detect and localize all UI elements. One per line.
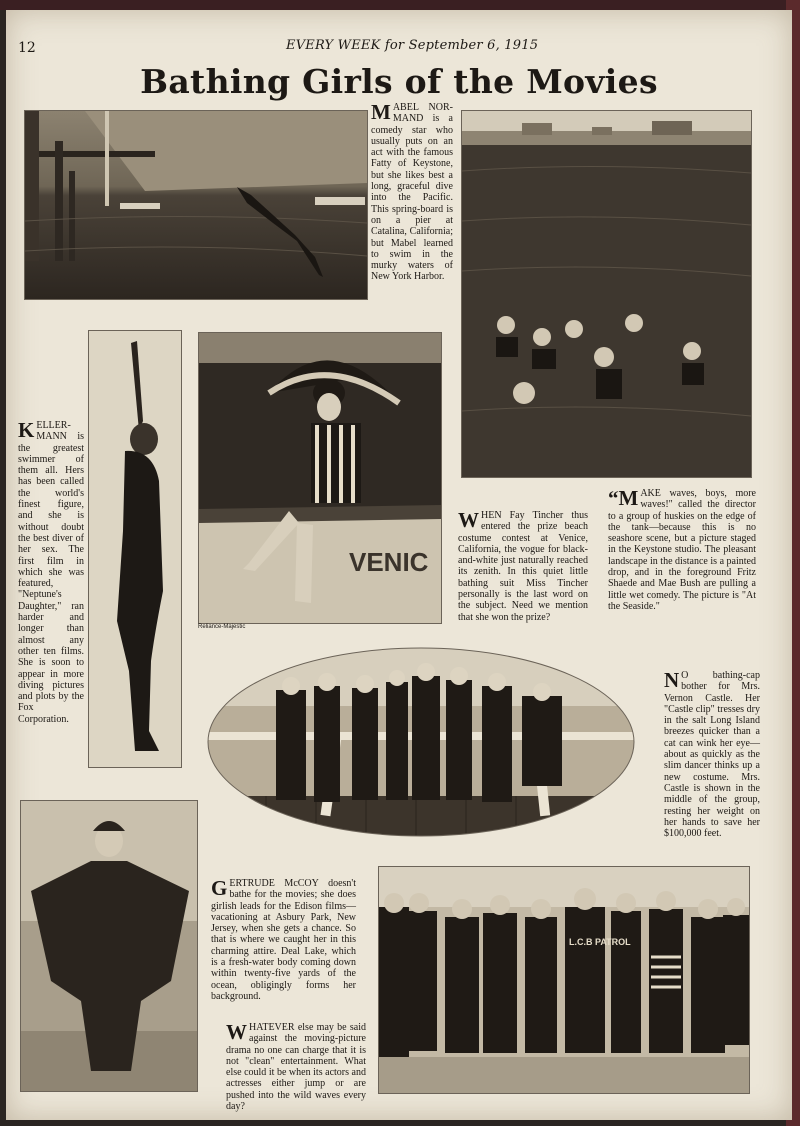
- caption-text: ELLER-MANN is the greatest swimmer of them all. Hers has been called the world's finest figure, and she is without doubt the best diver of her sex. The first film in which she was featured, "Neptune's Daughter," ran harder and longer than almost any other ten films. She is soon to appear in more diving pictures and plots by the Fox Corporation.: [18, 420, 84, 725]
- page-number: 12: [18, 40, 36, 56]
- caption-text: ERTRUDE McCOY doesn't bathe for the movies; she does girlish leads for the Edison films—vacationing at Asbury Park, New Jersey, when she gets a chance. So that is where we caught her in this charming attire. Deal Lake, which is a fresh-water body coming down within twenty-five yards of the ocean, obligingly forms her background.: [211, 878, 356, 1002]
- photo-kellermann: [88, 330, 182, 768]
- drop-cap: G: [211, 876, 228, 900]
- running-head: EVERY WEEK for September 6, 1915: [286, 38, 539, 53]
- drop-cap: M: [371, 100, 391, 124]
- photo-castle-group: [206, 646, 636, 838]
- magazine-page: [6, 10, 792, 1120]
- caption-text: O bathing-cap bother for Mrs. Vernon Castle. Her "Castle clip" tresses dry in the salt Long Island breezes quicker than a cat can wink her eye—about as quickly as the slim dancer thinks up a new costume. Mrs. Castle is shown in the middle of the group, resting her weight on her hands to save her $100,000 feet.: [664, 670, 760, 840]
- drop-cap: K: [18, 418, 35, 442]
- drop-cap: W: [226, 1020, 247, 1044]
- caption-text: HEN Fay Tincher thus entered the prize beach costume contest at Venice, California, the vogue for black-and-white just naturally reached its zenith. In this quiet little bathing suit Miss Tincher personally is the last word on the subject. Need we mention that she won the prize?: [458, 510, 588, 623]
- boat-lettering: VENIC: [349, 547, 429, 577]
- drop-cap: N: [664, 668, 680, 692]
- caption-tincher: [458, 510, 588, 623]
- caption-kellermann: [18, 420, 84, 725]
- photo-make-waves: [461, 110, 752, 478]
- caption-mccoy: [211, 878, 356, 1002]
- caption-whatever: [226, 1022, 366, 1112]
- caption-text: AKE waves, boys, more waves!" called the director to a group of huskies on the edge of the tank—because this is no seashore scene, but a picture staged in the Keystone studio. The pleasant landscape in the distance is a painted drop, and in the foreground Fritz Shaede and Mae Bush are pulling a little wet comedy. The picture is "At the Seaside.": [608, 488, 756, 612]
- caption-castle: [664, 670, 760, 839]
- photo-beach-crowd: [378, 866, 750, 1094]
- caption-make-waves: [608, 488, 756, 612]
- caption-text: HATEVER else may be said against the moving-picture drama no one can charge that it is not "clean" entertainment. What else could it be when its actors and actresses either jump or are pushed into the wild waves every day?: [226, 1022, 366, 1113]
- page-top-edge: [0, 0, 800, 10]
- drop-cap: W: [458, 508, 479, 532]
- sweater-lettering: L.C.B PATROL: [569, 937, 631, 947]
- photo-credit: Reliance-Majestic: [198, 624, 246, 630]
- drop-cap: “M: [608, 486, 639, 510]
- photo-mccoy: [20, 800, 198, 1092]
- page-title: Bathing Girls of the Movies: [140, 62, 658, 101]
- photo-pier-dive: [24, 110, 368, 300]
- caption-normand: [371, 102, 453, 283]
- photo-tincher-boat: [198, 332, 442, 624]
- caption-text: ABEL NOR-MAND is a comedy star who usually puts on an act with the famous Fatty of Keystone, but she likes best a long, graceful dive into the Pacific. This spring-board is on a pier at Catalina, California; but Mabel learned to swim in the murky waters of New York Harbor.: [371, 102, 453, 283]
